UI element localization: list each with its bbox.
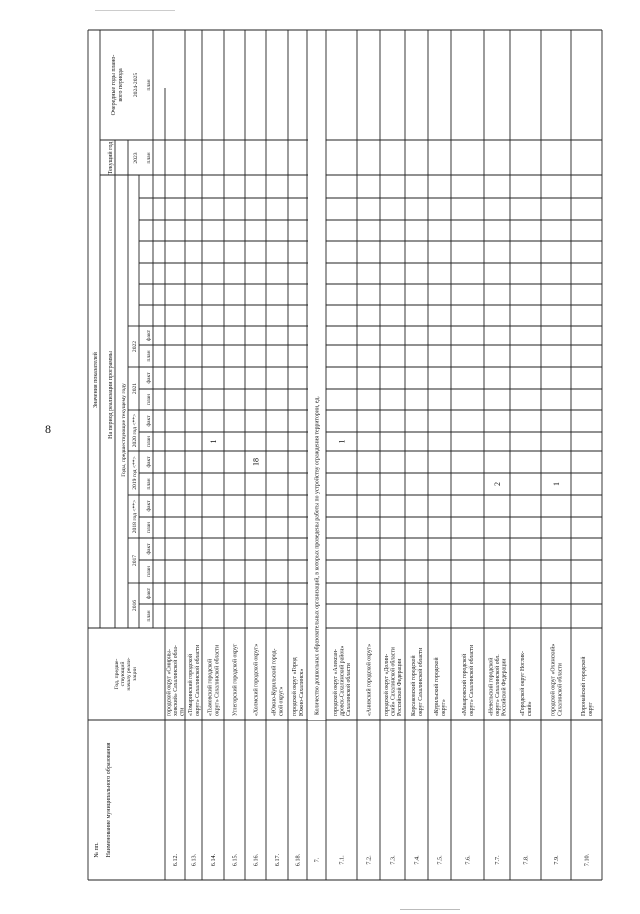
municipality-name-line: ский» [526, 701, 533, 716]
municipality-name-line: «Южно-Курильский город- [271, 648, 278, 716]
municipality-name-line: сти [179, 707, 186, 716]
municipality-name-line: «Тымовский городской [207, 658, 214, 716]
municipality-name-line: Российской Федерации [501, 658, 508, 716]
municipality-name-line: ской округ» [278, 686, 285, 716]
municipality-name-line: «Макаровский городской [462, 653, 469, 716]
municipality-name-line: округ» Сахалинской области [214, 644, 221, 716]
row-number: 6.16. [252, 853, 260, 867]
municipality-name-line: Южно-Сахалинск» [298, 668, 305, 716]
plan-label-next: план [146, 79, 152, 91]
municipality-name-line: округ» [440, 699, 447, 716]
next-years-value: 2024-2025 [133, 72, 139, 98]
municipality-name-line: «Холмский городской округ» [253, 643, 260, 716]
values-title: Значения показателей [93, 352, 99, 408]
current-year-value: 2023 [133, 152, 139, 164]
row-number: 7.6. [464, 855, 472, 865]
indicator-value: 1 [209, 439, 218, 444]
plan-label-10: план [146, 393, 152, 406]
plan-label-0: план [146, 610, 152, 622]
row-number: 7.4. [413, 855, 421, 865]
indicator-value: 2 [493, 482, 502, 486]
municipality-name-line: «Томаринский городской [188, 654, 195, 716]
municipality-name-line: округ» Сахалинской области [468, 644, 475, 716]
row-number: 7.2. [365, 855, 373, 865]
fact-label-5: факт [146, 500, 152, 512]
current-year-title: Текущий год [108, 141, 114, 175]
plan-label-6: план [146, 478, 152, 490]
column-header-year-before-1: ствующий [120, 661, 126, 687]
years-before-title: Годы, предшествующие текущему году [121, 383, 127, 477]
fact-label-13: факт [146, 329, 152, 342]
plan-label-2: план [146, 565, 152, 578]
column-header-name: Наименование муниципального образования [106, 742, 112, 858]
fact-label-3: факт [146, 543, 152, 555]
next-years-title-0: Очередные годы плано- [111, 54, 117, 116]
municipality-name-line: «Курильский городской [434, 657, 441, 716]
fact-label-7: факт [146, 456, 152, 468]
fact-label-1: факт [146, 587, 152, 600]
row-number: 6.12. [172, 853, 179, 867]
municipality-name-line: Российской Федерации [397, 658, 404, 716]
municipality-name-line: округ [587, 702, 594, 716]
row-number: 6.17. [274, 853, 281, 867]
scan-artifact [400, 909, 460, 910]
municipality-name-line: округ» Сахалинской обл. [495, 654, 501, 716]
municipality-name-line: Корсаковский городской [411, 655, 418, 716]
year-label-3: 2019 год <**> [132, 456, 138, 490]
indicator-value: 1 [337, 439, 347, 444]
indicator-value: 18 [251, 458, 261, 466]
row-number: 7.3. [389, 855, 397, 865]
row-number: 6.13. [190, 853, 198, 867]
municipality-name-line: дровск-Сахалинский район» [339, 645, 346, 716]
municipality-name-line: Поронайский городской [581, 656, 588, 716]
column-header-year-before-3: зации [132, 667, 138, 681]
year-label-6: 2022 [132, 340, 138, 353]
plan-label-12: план [146, 350, 152, 362]
municipality-name-line: городской округ «Смирны- [166, 649, 173, 716]
municipality-name-line: Углегорский городской округ [232, 643, 239, 716]
year-label-1: 2017 [132, 554, 138, 567]
row-number: 6.15. [231, 853, 239, 867]
municipality-name-line: городской округ «Охинский» [550, 643, 557, 716]
plan-label-8: план [146, 435, 152, 448]
municipality-name-line: городской округ «Долин- [383, 653, 390, 716]
plan-label-4: план [146, 521, 152, 534]
row-number: 7.5. [436, 855, 444, 865]
row-number: 7.10. [583, 853, 591, 867]
row-number: 7.8. [522, 855, 530, 865]
municipality-name-line: Сахалинской области [557, 663, 564, 716]
municipality-name-line: округ Сахалинской области [417, 647, 424, 716]
scan-artifact [95, 10, 175, 11]
municipality-name-line: городской округ «Город [292, 657, 299, 716]
municipality-name-line: «Невельский городской [488, 657, 495, 716]
fact-label-11: факт [146, 372, 152, 384]
municipality-name-line: «Городской округ Ноглик- [520, 651, 527, 716]
municipality-name-line: ховский» Сахалинской обла- [173, 645, 179, 716]
indicator-value: 1 [552, 482, 561, 486]
row-number: 7.7. [494, 855, 501, 865]
period-title: На период реализации программы [108, 351, 114, 439]
municipality-name-line: Сахалинской области [346, 663, 353, 716]
row-number: 6.18. [294, 853, 302, 867]
column-header-year-before-0: Год, предше- [114, 658, 120, 690]
municipality-name-line: городской округ «Алексан- [332, 649, 339, 716]
page-number: 8 [45, 422, 51, 436]
section-title: Количество дошкольных образовательных организаций, в которых проведены работы по устройству ограждения территории, ед. [314, 396, 321, 715]
municipality-name-line: округ» Сахалинской области [194, 644, 201, 716]
year-label-2: 2018 год <**> [132, 499, 138, 534]
row-number: 6.14. [210, 853, 217, 867]
plan-label-current: план [146, 152, 152, 164]
municipality-name-line: «Анивский городской округ» [366, 643, 373, 716]
next-years-title-1: вого периода [118, 68, 124, 102]
year-label-4: 2020 год <**> [132, 413, 138, 448]
municipality-name-line: ский» Сахалинской области [390, 647, 397, 716]
row-number: 7.1. [338, 855, 346, 865]
row-number: 7.9. [553, 855, 560, 865]
year-label-0: 2016 [132, 599, 138, 612]
column-header-number: № пп. [94, 842, 100, 858]
year-label-5: 2021 [132, 382, 138, 395]
fact-label-9: факт [146, 415, 152, 427]
column-header-year-before-2: началу реали- [126, 657, 132, 691]
row-number: 7. [313, 857, 321, 863]
